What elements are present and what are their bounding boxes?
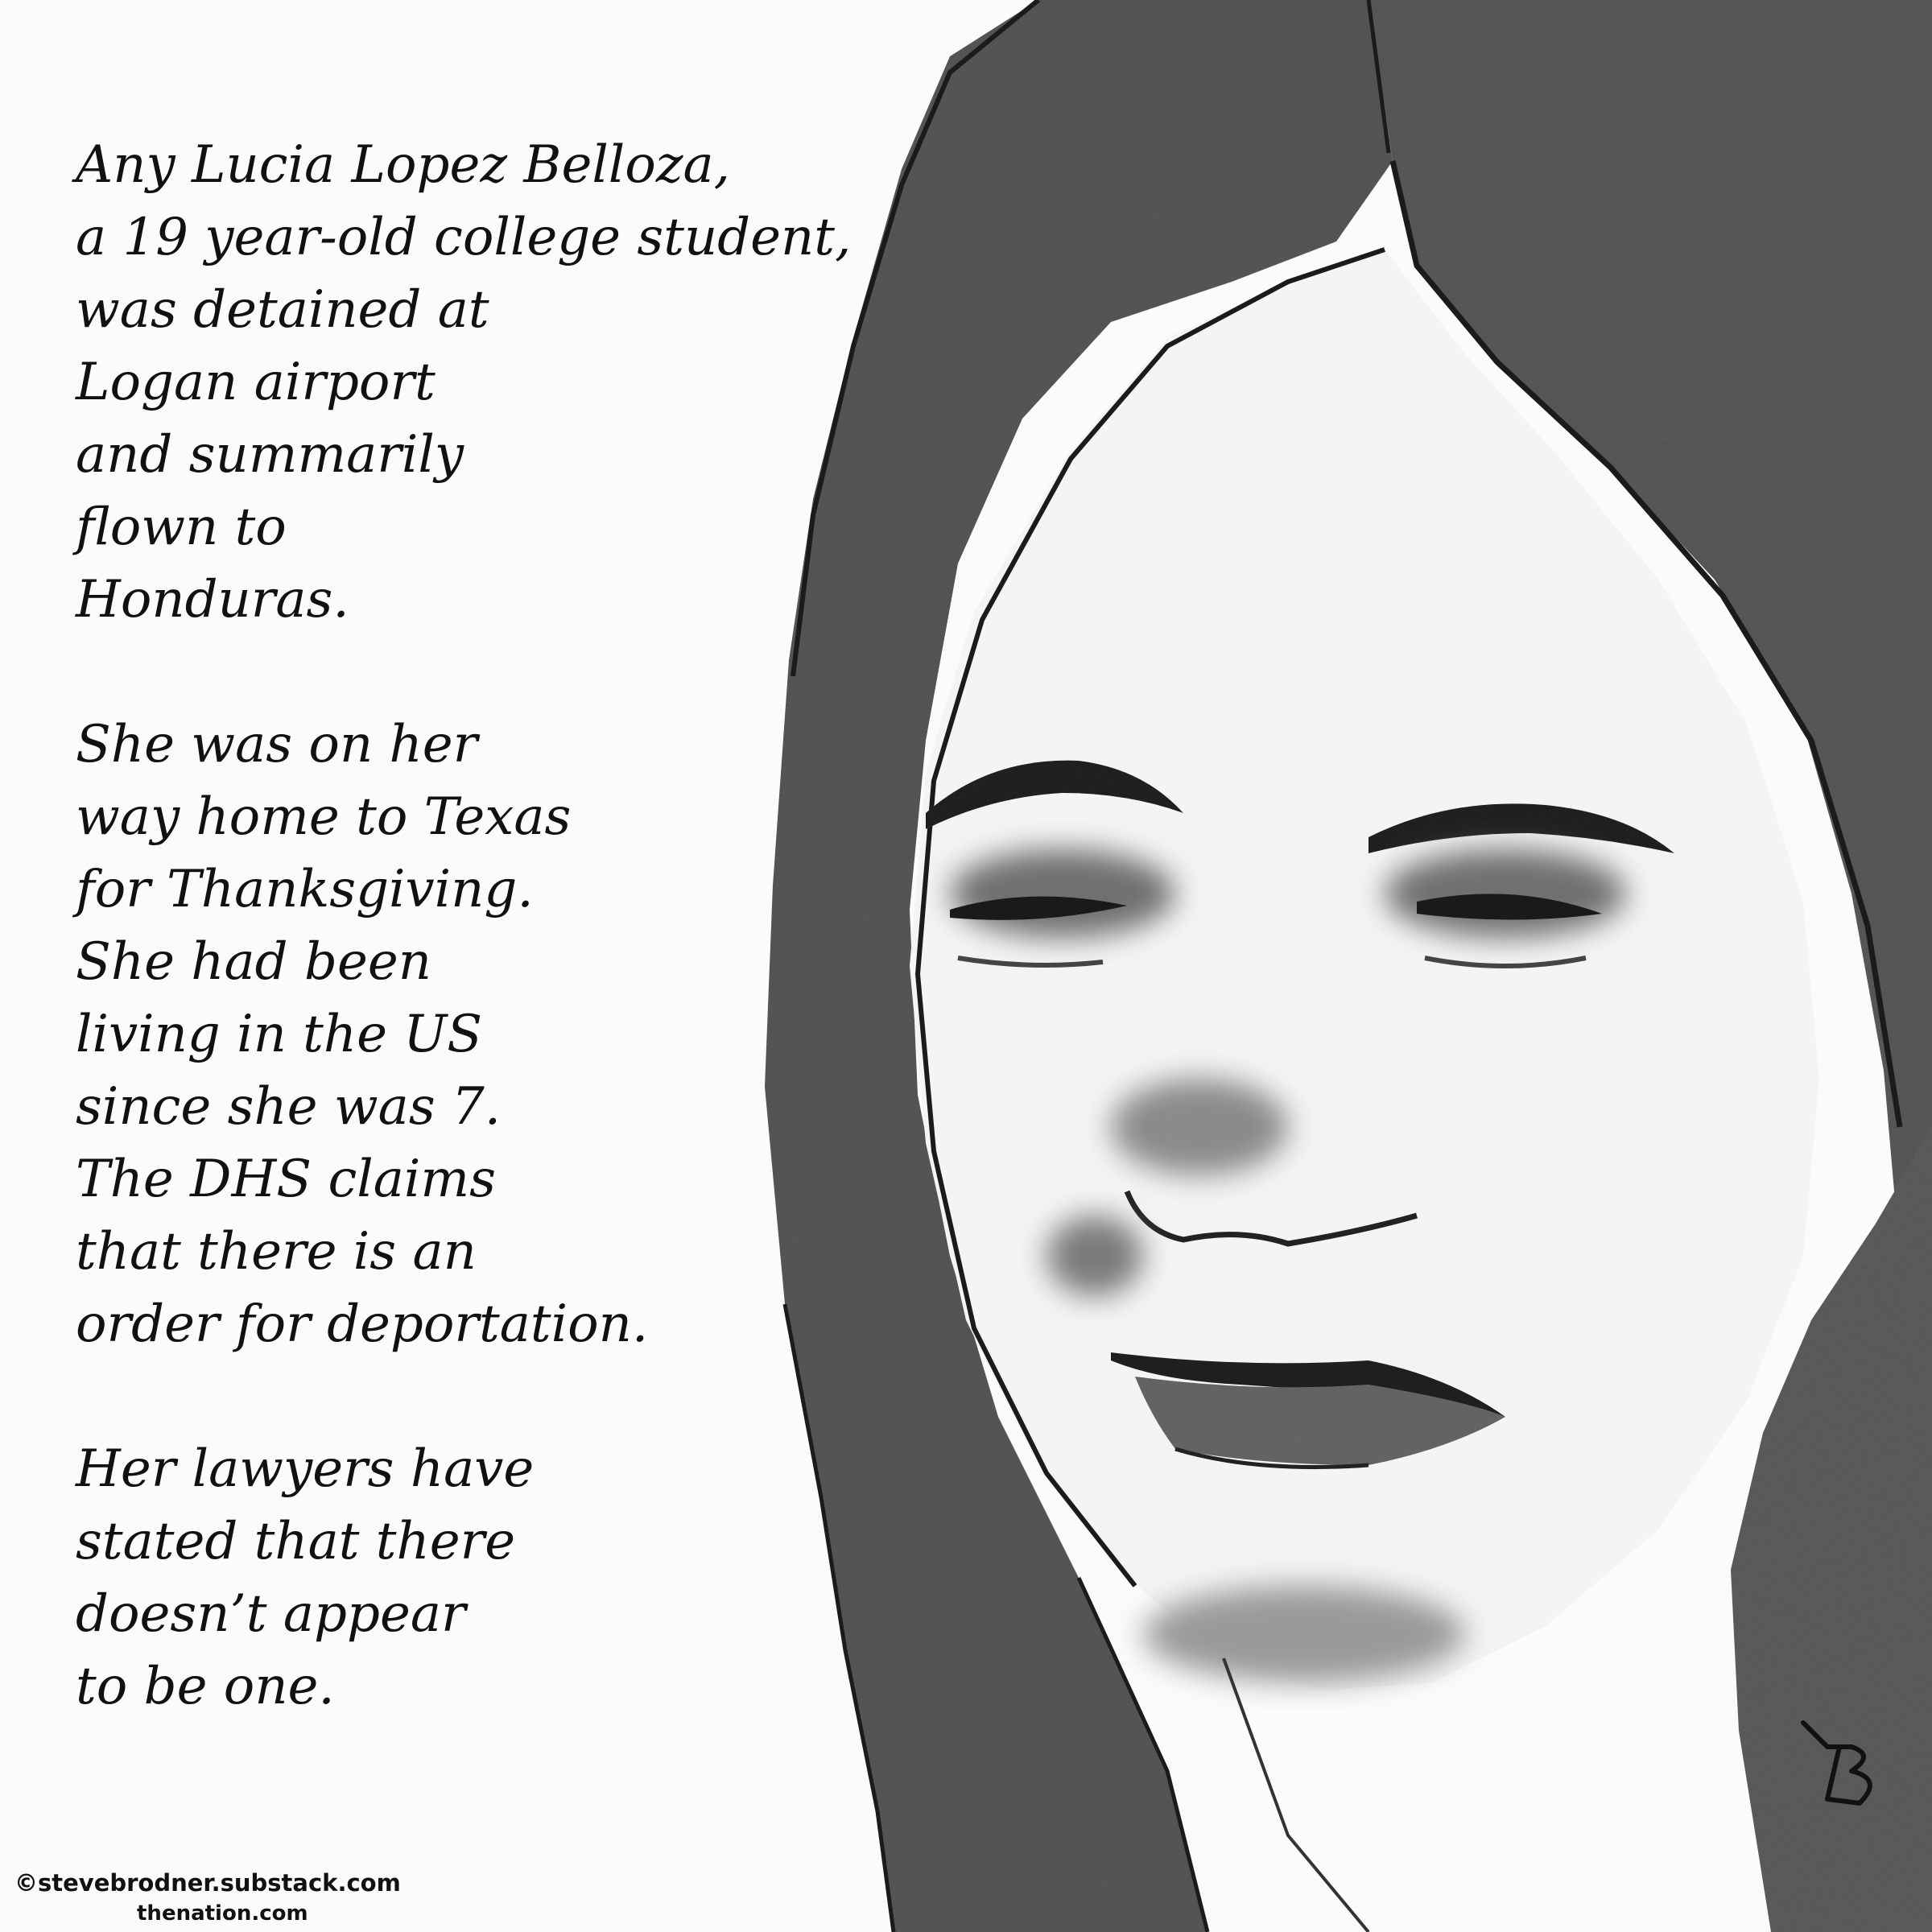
publication-credit: thenation.com [137, 1901, 308, 1926]
caption-line: She had been [76, 932, 431, 992]
caption-line: Honduras. [76, 570, 349, 630]
caption-paragraph-1 [76, 129, 851, 636]
caption-line: doesn’t appear [76, 1584, 466, 1644]
caption-paragraph-2 [76, 708, 648, 1360]
caption-line: stated that there [76, 1512, 516, 1571]
caption-line: that there is an [76, 1222, 477, 1282]
caption-line: order for deportation. [76, 1294, 649, 1354]
caption-line: Any Lucia Lopez Belloza, [76, 135, 730, 195]
caption-line: was detained at [76, 280, 489, 340]
caption-line: The DHS claims [76, 1150, 496, 1209]
copyright-credit: ©stevebrodner.substack.com [14, 1869, 401, 1897]
caption-line: living in the US [76, 1005, 483, 1064]
caption-line: flown to [76, 497, 287, 557]
caption-line: Logan airport [76, 353, 436, 412]
caption-line: to be one. [76, 1657, 335, 1716]
caption-line: and summarily [76, 425, 464, 485]
caption-line: She was on her [76, 715, 478, 774]
caption-paragraph-3 [76, 1433, 534, 1723]
caption-line: since she was 7. [76, 1077, 502, 1137]
caption-line: a 19 year-old college student, [76, 208, 852, 267]
caption-line: Her lawyers have [76, 1439, 535, 1499]
caption-line: way home to Texas [76, 787, 572, 847]
caption-line: for Thanksgiving. [76, 860, 534, 919]
